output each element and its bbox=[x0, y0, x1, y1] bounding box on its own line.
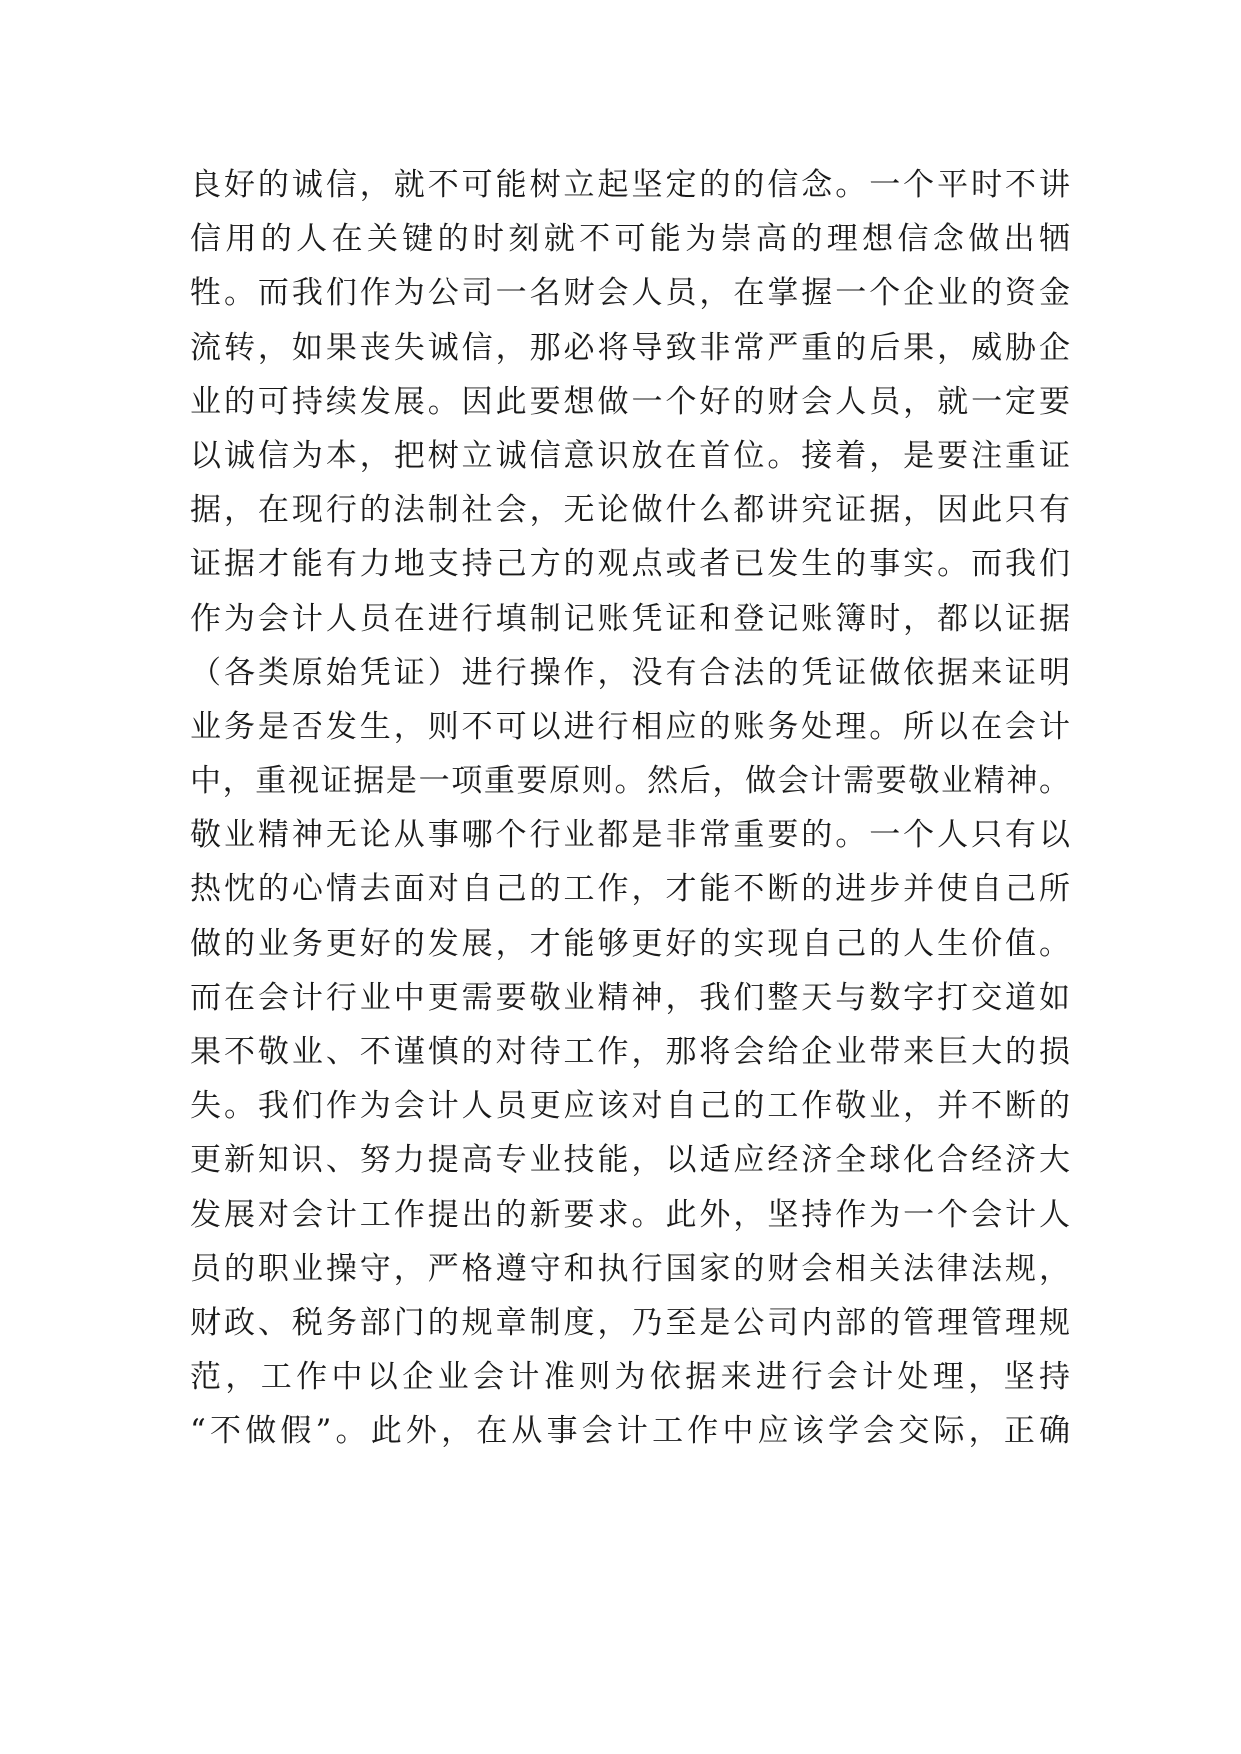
text-line: 而在会计行业中更需要敬业精神，我们整天与数字打交道如 bbox=[190, 979, 1070, 1016]
text-line: 证据才能有力地支持己方的观点或者已发生的事实。而我们 bbox=[190, 546, 1070, 583]
text-line: 业的可持续发展。因此要想做一个好的财会人员，就一定要 bbox=[190, 383, 1070, 420]
text-line: 中，重视证据是一项重要原则。然后，做会计需要敬业精神。 bbox=[190, 763, 1070, 800]
text-line: “不做假”。此外，在从事会计工作中应该学会交际，正确 bbox=[190, 1413, 1070, 1450]
text-line: 财政、税务部门的规章制度，乃至是公司内部的管理管理规 bbox=[190, 1304, 1070, 1341]
text-line: 敬业精神无论从事哪个行业都是非常重要的。一个人只有以 bbox=[190, 817, 1070, 854]
text-line: （各类原始凭证）进行操作，没有合法的凭证做依据来证明 bbox=[190, 654, 1070, 691]
text-line: 据，在现行的法制社会，无论做什么都讲究证据，因此只有 bbox=[190, 492, 1070, 529]
text-line: 失。我们作为会计人员更应该对自己的工作敬业，并不断的 bbox=[190, 1088, 1070, 1125]
text-line: 果不敬业、不谨慎的对待工作，那将会给企业带来巨大的损 bbox=[190, 1034, 1070, 1070]
text-line: 做的业务更好的发展，才能够更好的实现自己的人生价值。 bbox=[190, 925, 1070, 962]
text-line: 良好的诚信，就不可能树立起坚定的的信念。一个平时不讲 bbox=[190, 167, 1070, 203]
text-line: 业务是否发生，则不可以进行相应的账务处理。所以在会计 bbox=[190, 708, 1070, 745]
text-line: 牲。而我们作为公司一名财会人员，在掌握一个企业的资金 bbox=[190, 275, 1070, 312]
text-line: 流转，如果丧失诚信，那必将导致非常严重的后果，威胁企 bbox=[190, 329, 1070, 366]
text-line: 以诚信为本，把树立诚信意识放在首位。接着，是要注重证 bbox=[190, 437, 1070, 474]
text-line: 热忱的心情去面对自己的工作，才能不断的进步并使自己所 bbox=[190, 871, 1070, 908]
text-line: 信用的人在关键的时刻就不可能为崇高的理想信念做出牺 bbox=[190, 221, 1070, 258]
text-line: 更新知识、努力提高专业技能，以适应经济全球化合经济大 bbox=[190, 1142, 1070, 1179]
body-text bbox=[190, 158, 1070, 1459]
text-line: 范，工作中以企业会计准则为依据来进行会计处理，坚持 bbox=[190, 1359, 1070, 1396]
text-line: 员的职业操守，严格遵守和执行国家的财会相关法律法规， bbox=[190, 1250, 1070, 1287]
text-line: 作为会计人员在进行填制记账凭证和登记账簿时，都以证据 bbox=[190, 600, 1070, 637]
text-line: 发展对会计工作提出的新要求。此外，坚持作为一个会计人 bbox=[190, 1196, 1070, 1233]
